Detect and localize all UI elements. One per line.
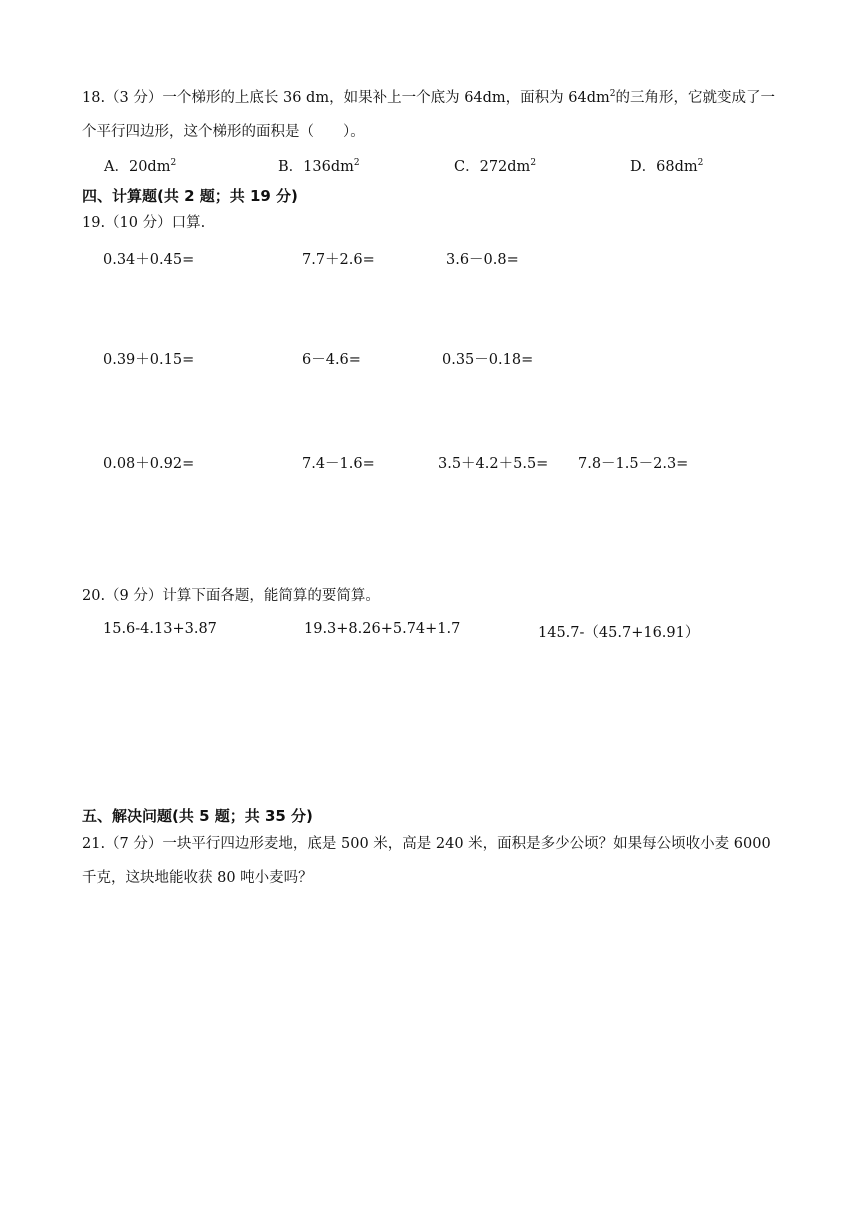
calc-item: 0.08＋0.92=	[103, 456, 195, 472]
question-20-title: 20.（9 分）计算下面各题，能简算的要简算。	[82, 588, 380, 604]
calc-item: 3.5＋4.2＋5.5=	[438, 456, 549, 472]
option-d[interactable]	[630, 157, 703, 177]
superscript: 2	[530, 158, 537, 169]
option-a-text: A．20dm	[104, 159, 171, 175]
calc-item: 7.7＋2.6=	[302, 252, 375, 268]
superscript: 2	[697, 158, 704, 169]
option-c[interactable]	[454, 157, 536, 177]
calc-item: 0.34＋0.45=	[103, 252, 195, 268]
section-4-heading: 四、计算题(共 2 题；共 19 分)	[82, 187, 298, 205]
option-b[interactable]	[278, 157, 360, 177]
calc-item: 3.6－0.8=	[446, 252, 519, 268]
superscript: 2	[170, 158, 177, 169]
option-c-text: C．272dm	[454, 159, 531, 175]
calc-item: 6－4.6=	[302, 352, 361, 368]
question-19-title: 19.（10 分）口算.	[82, 215, 206, 231]
calc-item: 19.3+8.26+5.74+1.7	[304, 621, 461, 637]
question-21-line-1: 21.（7 分）一块平行四边形麦地，底是 500 米，高是 240 米，面积是多少公顷？如果每公顷收小麦 6000	[82, 836, 771, 852]
calc-item: 0.39＋0.15=	[103, 352, 195, 368]
calc-item: 0.35－0.18=	[442, 352, 534, 368]
question-18-text-b: 的三角形，它就变成了一	[615, 90, 776, 106]
option-d-text: D．68dm	[630, 159, 698, 175]
superscript: 2	[353, 158, 360, 169]
calc-item: 7.8－1.5－2.3=	[578, 456, 689, 472]
superscript: 2	[609, 89, 616, 100]
question-18-text-a: 18.（3 分）一个梯形的上底长 36 dm，如果补上一个底为 64dm，面积为 64dm	[82, 90, 610, 106]
question-18-line-1	[82, 88, 775, 108]
question-18-line-2: 个平行四边形，这个梯形的面积是（ ）。	[82, 124, 365, 140]
question-21-line-2: 千克，这块地能收获 80 吨小麦吗？	[82, 870, 313, 886]
option-a[interactable]	[104, 157, 176, 177]
option-b-text: B．136dm	[278, 159, 354, 175]
calc-item: 145.7-（45.7+16.91）	[538, 625, 700, 641]
calc-item: 7.4－1.6=	[302, 456, 375, 472]
section-5-heading: 五、解决问题(共 5 题；共 35 分)	[82, 807, 313, 825]
calc-item: 15.6-4.13+3.87	[103, 621, 217, 637]
